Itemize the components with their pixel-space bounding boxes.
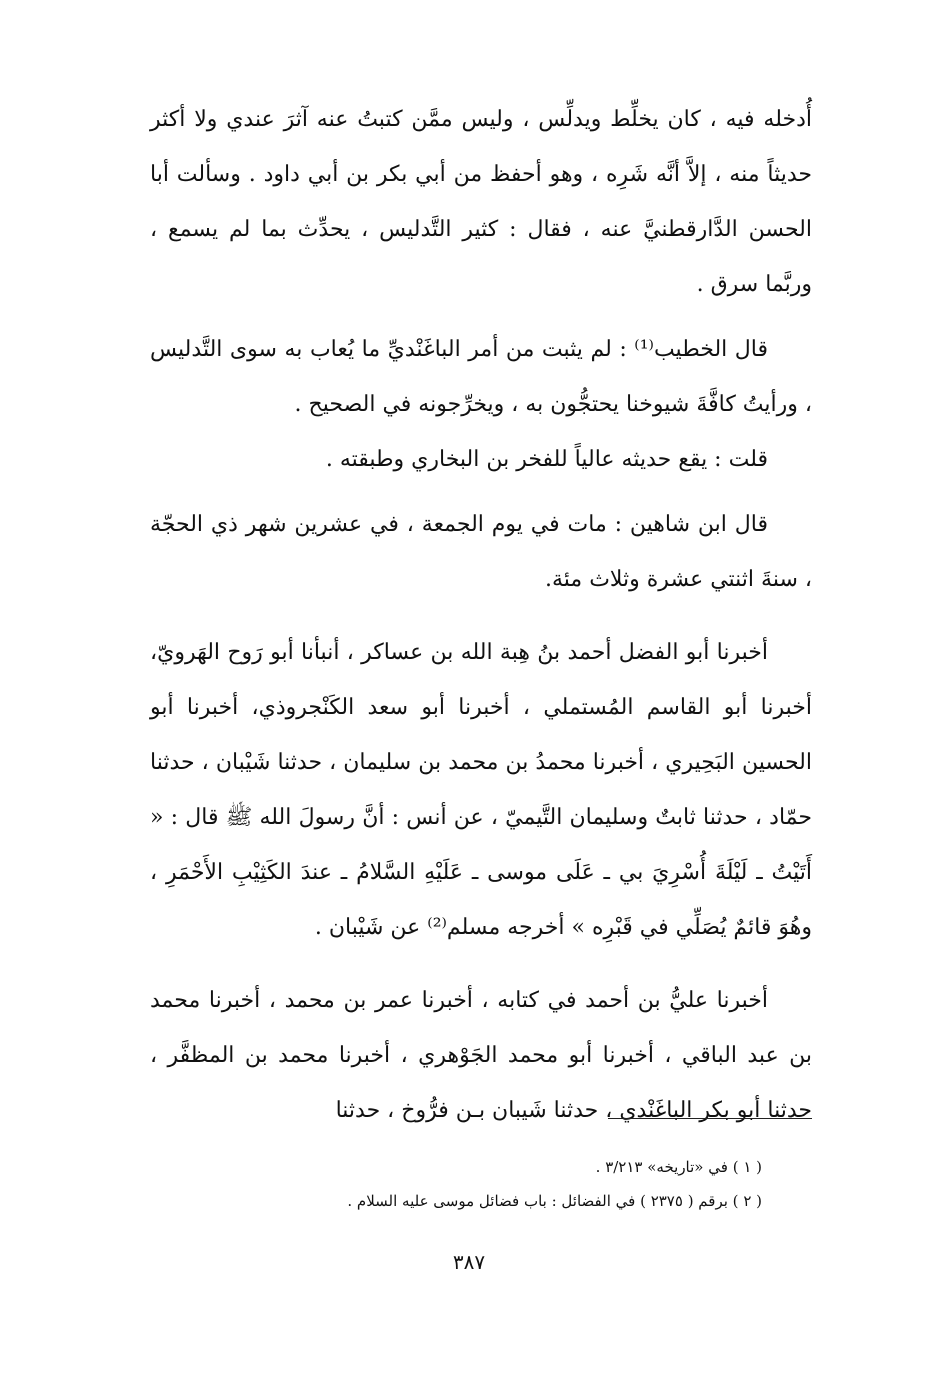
paragraph-6: أخبرنا عليُّ بن أحمد في كتابه ، أخبرنا عمر بن محمد ، أخبرنا محمد بن عبد الباقي ، أخبرنا أبو محمد الجَوْهري ، أخبرنا محمد بن المظفَّر ، حدثنا أبو بكر الباغَنْدي ، حدثنا شَيبان بـن فرُّوخ ، حدثنا xyxy=(150,988,813,1123)
paragraph-5: أخبرنا أبو الفضل أحمد بنُ هِبة الله بن عساكر ، أنبأنا أبو رَوح الهَرويّ، أخبرنا أبو القاسم المُستملي ، أخبرنا أبو سعد الكَنْجروذي، أخبرنا أبو الحسين البَحِيري ، أخبرنا محمدُ بن محمد بن سليمان ، حدثنا شَيْبان ، حدثنا حمّاد ، حدثنا ثابتٌ وسليمان التَّيميّ ، عن أنس : أنَّ رسولَ الله ﷺ قال : « أَتَيْتُ ـ لَيْلَةَ أُسْرِيَ بي ـ عَلَى موسى ـ عَلَيْهِ السَّلامُ ـ عندَ الكَثِيْبِ الأَحْمَرِ ، وهُوَ قائمٌ يُصَلِّي في قَبْرِه » أخرجه مسلم⁽²⁾ عن شَيْبان . xyxy=(150,640,812,940)
footnote-1: ( ١ ) في «تاريخه» ٣/٢١٣ . xyxy=(595,1158,762,1176)
footnotes xyxy=(150,1150,762,1218)
paragraph-3: قلت : يقع حديثه عالياً للفخر بن البخاري وطبقته . xyxy=(325,447,768,472)
paragraph-4: قال ابن شاهين : مات في يوم الجمعة ، في عشرين شهر ذي الحجّة ، سنةَ اثنتي عشرة وثلاث مئة. xyxy=(150,512,812,592)
main-text xyxy=(150,92,812,1138)
footnote-2: ( ٢ ) برقم ( ٢٣٧٥ ) في الفضائل : باب فضائل موسى عليه السلام . xyxy=(347,1192,762,1210)
paragraph-1: أُدخله فيه ، كان يخلِّط ويدلِّس ، وليس ممَّن كتبتُ عنه آثرَ عندي ولا أكثر حديثاً منه ، إلاَّ أنَّه شَرِه ، وهو أحفظ من أبي بكر بن أبي داود . وسألت أبا الحسن الدَّارقطنيَّ عنه ، فقال : كثير التَّدليس ، يحدِّث بما لم يسمع ، وربَّما سرق . xyxy=(150,107,812,297)
footnote-divider xyxy=(608,1118,812,1119)
page-number: ٣٨٧ xyxy=(452,1250,486,1274)
paragraph-2: قال الخطيب⁽¹⁾ : لم يثبت من أمر الباغَنْديِّ ما يُعاب به سوى التَّدليس ، ورأيتُ كافَّةَ شيوخنا يحتجُّون به ، ويخرِّجونه في الصحيح . xyxy=(150,337,812,417)
